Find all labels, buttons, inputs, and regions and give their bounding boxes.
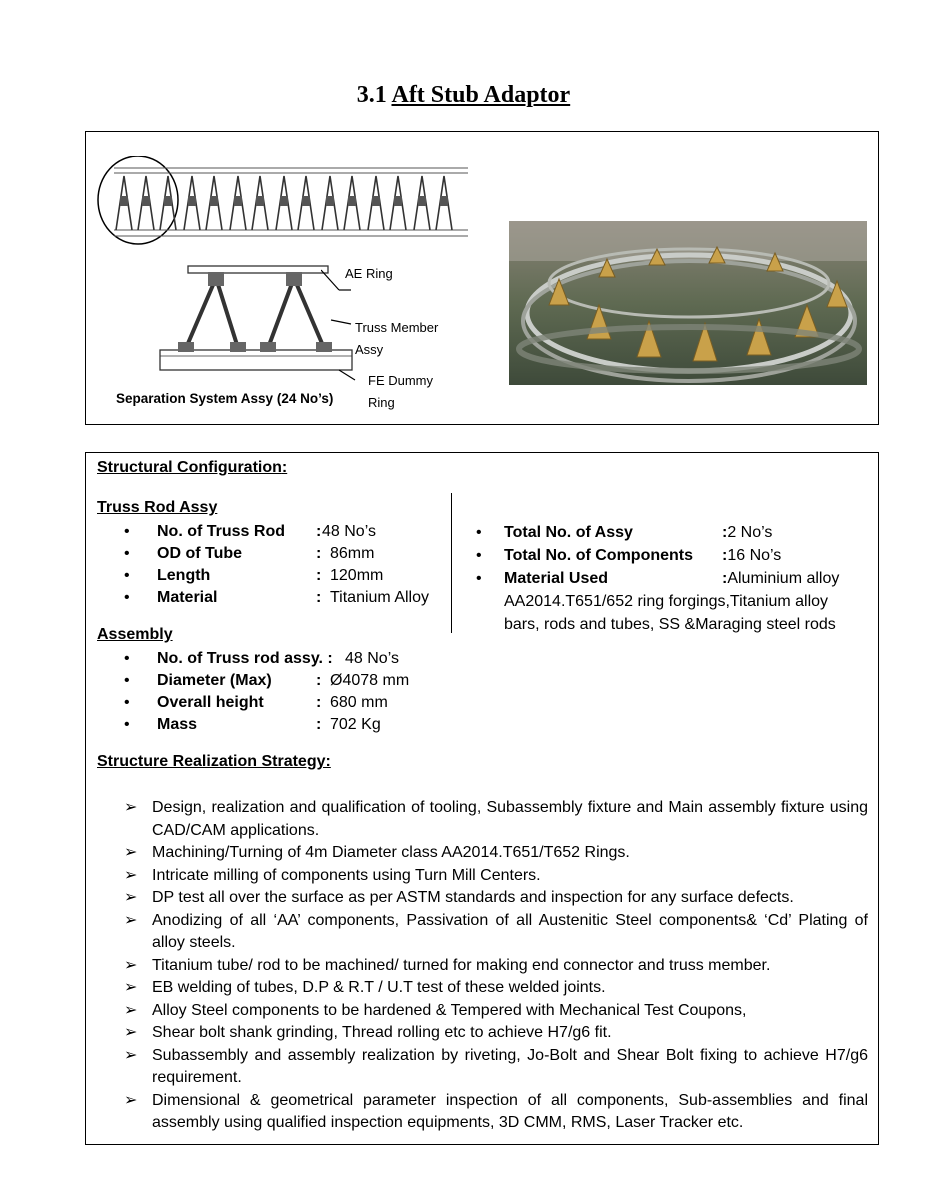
arrow-bullet-icon: ➢ [124, 1001, 138, 1019]
strategy-heading: Structure Realization Strategy: [97, 753, 331, 770]
totals-list [476, 521, 856, 636]
label-fe-dummy-line2: Ring [368, 395, 395, 410]
bullet-icon: • [124, 567, 130, 584]
bullet-icon: • [476, 524, 482, 541]
strategy-item: ➢ DP test all over the surface as per ASTM standards and inspection for any surface defects. [124, 887, 868, 910]
arrow-bullet-icon: ➢ [124, 844, 138, 861]
arrow-bullet-icon: ➢ [124, 979, 138, 996]
totals-item: • Total No. of Components :16 No’s [476, 544, 856, 567]
bullet-icon: • [124, 545, 130, 562]
page-heading [0, 82, 927, 109]
figure-caption: Separation System Assy (24 No’s) [116, 391, 334, 406]
totals-item: • Material Used :Aluminium alloy AA2014.T651/652 ring forgings,Titanium alloy bars, rods and tubes, SS &Maraging steel rods [476, 567, 856, 636]
ring-assembly-photo [509, 221, 867, 385]
strategy-item: ➢ Machining/Turning of 4m Diameter class AA2014.T651/T652 Rings. [124, 842, 868, 865]
strategy-item: ➢ Dimensional & geometrical parameter inspection of all components, Sub-assemblies and final assembly using qualified inspection equipments, 3D CMM, RMS, Laser Tracker etc. [124, 1091, 868, 1131]
strategy-item: ➢ Alloy Steel components to be hardened & Tempered with Mechanical Test Coupons, [124, 1000, 868, 1023]
bullet-icon: • [124, 589, 130, 606]
arrow-bullet-icon: ➢ [124, 956, 138, 974]
bullet-icon: • [124, 523, 130, 540]
strategy-item: ➢ Intricate milling of components using Turn Mill Centers. [124, 865, 868, 888]
assembly-heading: Assembly [97, 626, 173, 643]
info-box: Structural Configuration: Truss Rod Assy • No. of Truss Rod : 48 No’s • OD of Tube : 86mm • Length : 120mm • Material : Titanium Alloy • Total No. of Assy :2 No’s • Total No. of Components :16 No’s • Material Used :Aluminium alloy AA2014.T651/652 ring forgings,Titanium alloy bars, rods and tubes, SS &Maraging steel rods Assembly • No. of Truss rod assy. : 48 No’s • Diameter (Max) : Ø4078 mm • Overall height : 680 mm • Mass : 702 Kg Structure Realization Strategy: ➢ Design, realization and qualification of tooling, Subassembly fixture and Main assembly fixture using CAD/CAM applications. ➢ Machining/Turning of 4m Diameter class AA2014.T651/T652 Rings. ➢ Intricate milling of components using Turn Mill Centers. ➢ DP test all over the surface as per ASTM standards and inspection for any surface defects. ➢ Anodizing of all ‘AA’ components, Passivation of all Austenitic Steel components& ‘Cd’ Plating of alloy steels. ➢ Titanium tube/ rod to be machined/ turned for making end connector and truss member. ➢ EB welding of tubes, D.P & R.T / U.T test of these welded joints. ➢ Alloy Steel components to be hardened & Tempered with Mechanical Test Coupons, ➢ Shear bolt shank grinding, Thread rolling etc to achieve H7/g6 fit. ➢ Subassembly and assembly realization by riveting, Jo-Bolt and Shear Bolt fixing to achieve H7/g6 requirement. ➢ Dimensional & geometrical parameter inspection of all components, Sub-assemblies and final assembly using qualified inspection equipments, 3D CMM, RMS, Laser Tracker etc. [85, 452, 879, 1145]
bullet-icon: • [124, 694, 130, 711]
strategy-item: ➢ EB welding of tubes, D.P & R.T / U.T test of these welded joints. [124, 977, 868, 1000]
figure-box [85, 131, 879, 425]
label-truss-member-line1: Truss Member [355, 320, 439, 335]
arrow-bullet-icon: ➢ [124, 1046, 138, 1064]
strategy-item: ➢ Subassembly and assembly realization by riveting, Jo-Bolt and Shear Bolt fixing to achieve H7/g6 requirement. [124, 1046, 868, 1086]
arrow-bullet-icon: ➢ [124, 866, 138, 884]
strategy-item: ➢ Anodizing of all ‘AA’ components, Passivation of all Austenitic Steel components& ‘Cd’ Plating of alloy steels. [124, 911, 868, 951]
bullet-icon: • [124, 672, 130, 689]
arrow-bullet-icon: ➢ [124, 1091, 138, 1109]
strategy-item: ➢ Design, realization and qualification of tooling, Subassembly fixture and Main assembly fixture using CAD/CAM applications. [124, 799, 868, 839]
page-title: Aft Stub Adaptor [391, 82, 571, 108]
bullet-icon: • [124, 650, 130, 667]
column-divider [451, 493, 452, 633]
totals-item: • Total No. of Assy :2 No’s [476, 521, 856, 544]
arrow-bullet-icon: ➢ [124, 889, 138, 906]
label-ae-ring: AE Ring [345, 266, 393, 281]
truss-drawing-strip [96, 156, 468, 252]
strategy-item: ➢ Titanium tube/ rod to be machined/ turned for making end connector and truss member. [124, 955, 868, 978]
strategy-item: ➢ Shear bolt shank grinding, Thread rolling etc to achieve H7/g6 fit. [124, 1022, 868, 1045]
arrow-bullet-icon: ➢ [124, 799, 138, 816]
bullet-icon: • [124, 716, 130, 733]
section-number: 3.1 [356, 82, 387, 108]
bullet-icon: • [476, 570, 482, 587]
bullet-icon: • [476, 547, 482, 564]
label-fe-dummy-line1: FE Dummy [368, 373, 433, 388]
arrow-bullet-icon: ➢ [124, 1024, 138, 1041]
strategy-list [124, 797, 868, 1135]
structural-configuration-heading: Structural Configuration: [97, 459, 288, 476]
label-truss-member-line2: Assy [355, 342, 384, 357]
arrow-bullet-icon: ➢ [124, 911, 138, 929]
truss-rod-assy-heading: Truss Rod Assy [97, 499, 218, 516]
